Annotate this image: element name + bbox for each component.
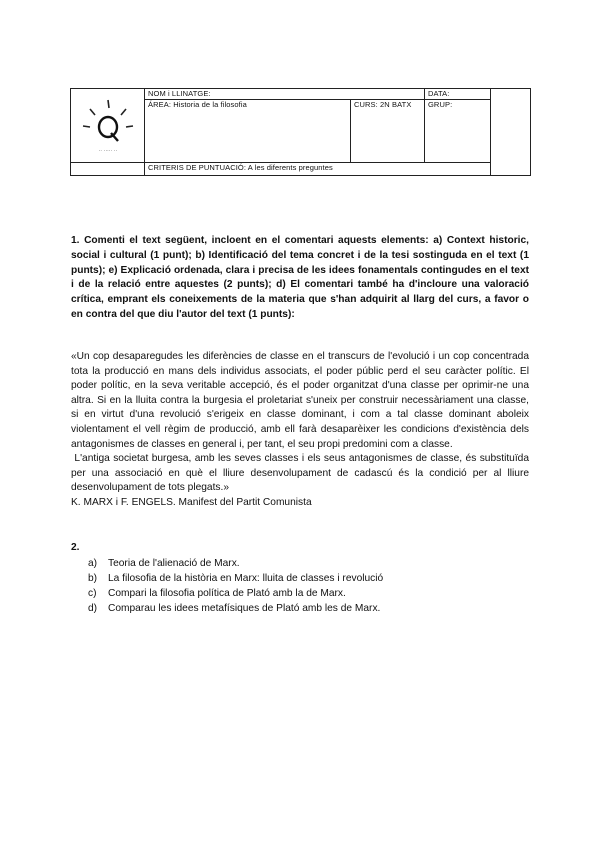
area-field: ÁREA: Historia de la filosofia [145, 100, 351, 163]
quote-paragraph-2: L'antiga societat burgesa, amb les seves classes i els seus antagonismes de classe, és substituïda per una associació en què el lliure desenvolupament de cadascú és la condició per al lliure desenvolupament de tots plegats.» [71, 453, 529, 494]
list-item: a) Teoria de l'alienació de Marx. [88, 558, 240, 569]
list-item: d) Comparau les idees metafísiques de Plató amb les de Marx. [88, 603, 381, 614]
school-logo-icon [77, 95, 139, 157]
header-table [70, 88, 531, 176]
svg-text:·· ····· ··: ·· ····· ·· [98, 147, 117, 154]
question-1: 1. Comenti el text següent, incloent en el comentari aquests elements: a) Context historic, social i cultural (1 punt); b) Identificació del tema concret i de la tesi sostinguda en el text (1 punts); e) Explicació ordenada, clara i precisa de les idees fonamentals contingudes en el text i de la relació entre aquestes (2 punts); d) El comentari també ha d'incloure una valoració crítica, emprant els coneixements de la materia que s'han adquirit al llarg del curs, a favor o en contra del que diu l'autor del text (1 punts): [71, 235, 529, 320]
logo-empty-cell [71, 163, 145, 176]
list-item: c) Compari la filosofia política de Plató amb la de Marx. [88, 588, 346, 599]
logo-cell [71, 89, 145, 163]
group-field: GRUP: [425, 100, 491, 163]
name-field: NOM i LLINATGE: [145, 89, 425, 100]
list-item: b) La filosofia de la història en Marx: lluita de classes i revolució [88, 573, 384, 584]
quote-attribution: K. MARX i F. ENGELS. Manifest del Partit Comunista [71, 496, 312, 508]
grading-criteria: CRITERIS DE PUNTUACIÓ: A les diferents preguntes [145, 163, 491, 176]
marx-quote [71, 350, 529, 511]
date-field: DATA: [425, 89, 491, 100]
question-2-number: 2. [71, 542, 80, 553]
blank-cell [491, 89, 531, 176]
course-field: CURS: 2N BATX [351, 100, 425, 163]
quote-paragraph-1: «Un cop desaparegudes les diferències de classe en el transcurs de l'evolució i un cop concentrada tota la producció en mans dels individus associats, el poder públic perd el seu caràcter polític. El poder polític, en la seva veritable accepció, és el poder organitzat d'una classe per oprimir-ne una altra. Si en la lluita contra la burgesia el proletariat s'uneix per construir necessàriament una classe, si en virtut d'una revolució s'erigeix en classe dominant, i com a tal classe dominant aboleix violentament el vell règim de producció, amb ell farà desaparèixer les condicions d'existència dels antagonismes de classes en general i, per tant, el seu propi predomini com a classe. [71, 351, 529, 450]
question-2-list [88, 556, 383, 616]
